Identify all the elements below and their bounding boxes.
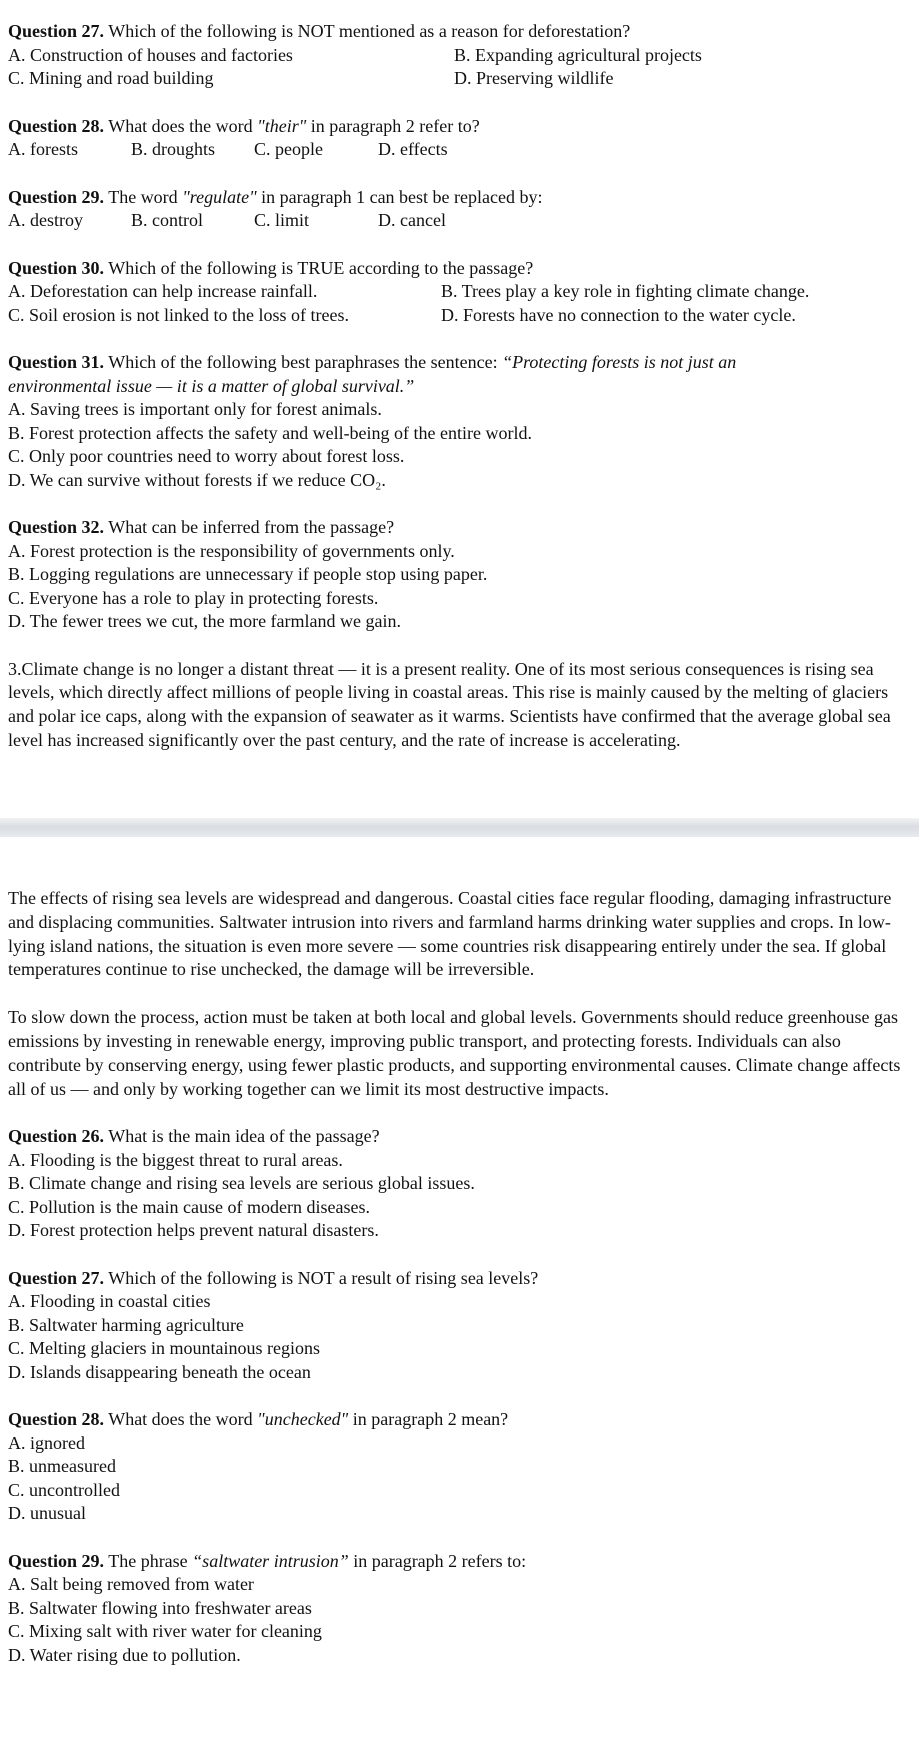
question-32-forests <box>8 516 919 634</box>
option-c[interactable]: C. people <box>254 139 323 159</box>
option-a[interactable]: A. Saving trees is important only for forest animals. <box>8 399 382 419</box>
question-text-before: The word <box>108 186 183 207</box>
option-a[interactable]: A. Flooding in coastal cities <box>8 1291 211 1312</box>
option-a[interactable]: A. forests <box>8 139 78 159</box>
question-number: Question 32. <box>8 517 105 537</box>
question-text-after: in paragraph 2 refers to: <box>348 1550 527 1571</box>
option-b[interactable]: B. unmeasured <box>8 1456 116 1477</box>
question-text-before: The phrase <box>108 1550 193 1571</box>
option-b[interactable]: B. Logging regulations are unnecessary if people stop using paper. <box>8 564 488 584</box>
question-text: Which of the following is NOT a result of rising sea levels? <box>108 1267 539 1288</box>
option-c[interactable]: C. limit <box>254 210 310 230</box>
option-a[interactable]: A. Deforestation can help increase rainfall. <box>8 281 318 301</box>
quoted-sentence-line-1: “Protecting forests is not just an <box>502 352 737 372</box>
option-a[interactable]: A. Forest protection is the responsibility of governments only. <box>8 540 455 561</box>
option-a[interactable]: A. ignored <box>8 1432 85 1453</box>
option-c[interactable]: C. Pollution is the main cause of modern diseases. <box>8 1196 370 1217</box>
question-29-sea-levels <box>8 1550 919 1668</box>
option-d[interactable]: D. Water rising due to pollution. <box>8 1644 241 1665</box>
option-d[interactable]: D. Preserving wildlife <box>454 68 614 88</box>
option-d[interactable]: D. Forests have no connection to the water cycle. <box>441 304 796 325</box>
option-b[interactable]: B. control <box>131 210 203 230</box>
option-b[interactable]: B. Expanding agricultural projects <box>454 44 702 65</box>
question-text-after: in paragraph 1 can best be replaced by: <box>256 186 543 207</box>
quoted-word: "regulate" <box>182 186 257 207</box>
question-27-forests <box>8 20 919 91</box>
screenshot-divider <box>0 818 919 837</box>
quoted-word: "unchecked" <box>257 1409 349 1430</box>
passage-3-paragraph-2: The effects of rising sea levels are widespread and dangerous. Coastal cities face regular flooding, damaging infrastructure and displacing communities. Saltwater intrusion into rivers and farmland harms drinking water supplies and crops. In low-lying island nations, the situation is even more severe — some countries risk disappearing entirely under the sea. If global temperatures continue to rise unchecked, the damage will be irreversible. <box>8 888 892 980</box>
question-text-after: in paragraph 2 mean? <box>348 1409 509 1430</box>
quoted-sentence-line-2: environmental issue — it is a matter of global survival.” <box>8 375 415 396</box>
passage-3-paragraph-1: 3.Climate change is no longer a distant threat — it is a present reality. One of its most serious consequences is rising sea levels, which directly affect millions of people living in coastal areas. This rise is mainly caused by the melting of glaciers and polar ice caps, along with the expansion of seawater as it warms. Scientists have confirmed that the average global sea level has increased significantly over the past century, and the rate of increase is accelerating. <box>8 658 891 750</box>
question-number: Question 29. <box>8 186 105 207</box>
bottom-page-section <box>0 837 919 1740</box>
question-text-after: in paragraph 2 refer to? <box>306 115 480 136</box>
passage-3-paragraph-3: To slow down the process, action must be taken at both local and global levels. Governments should reduce greenhouse gas emissions by investing in renewable energy, improving public transport, and protecting forests. Individuals can also contribute by conserving energy, using fewer plastic products, and supporting environmental causes. Climate change affects all of us — and only by working together can we limit its most destructive impacts. <box>8 1007 901 1099</box>
option-d[interactable]: D. unusual <box>8 1503 86 1524</box>
quoted-word: "their" <box>257 115 307 136</box>
option-a[interactable]: A. destroy <box>8 210 83 230</box>
option-b[interactable]: B. Trees play a key role in fighting climate change. <box>441 281 810 301</box>
question-28-sea-levels <box>8 1408 919 1526</box>
option-c[interactable]: C. Everyone has a role to play in protecting forests. <box>8 587 379 608</box>
question-text: Which of the following best paraphrases the sentence: <box>108 352 498 372</box>
question-text: Which of the following is TRUE according to the passage? <box>108 257 534 278</box>
option-d[interactable]: D. effects <box>378 139 448 159</box>
option-b[interactable]: B. Saltwater flowing into freshwater areas <box>8 1597 312 1618</box>
question-30-forests <box>8 257 919 328</box>
option-a[interactable]: A. Salt being removed from water <box>8 1574 254 1595</box>
question-27-sea-levels <box>8 1267 919 1385</box>
question-29-forests <box>8 186 919 233</box>
option-d[interactable]: D. Forest protection helps prevent natural disasters. <box>8 1220 379 1241</box>
question-text-before: What does the word <box>108 1409 258 1430</box>
question-text: What is the main idea of the passage? <box>108 1126 380 1147</box>
top-page-section <box>0 0 919 818</box>
question-number: Question 29. <box>8 1550 105 1571</box>
option-d[interactable]: D. cancel <box>378 210 446 230</box>
question-number: Question 30. <box>8 257 105 278</box>
question-number: Question 26. <box>8 1126 105 1147</box>
option-d[interactable]: D. Islands disappearing beneath the ocean <box>8 1361 311 1382</box>
question-number: Question 27. <box>8 1267 105 1288</box>
option-b[interactable]: B. Climate change and rising sea levels are serious global issues. <box>8 1173 475 1194</box>
question-number: Question 27. <box>8 21 105 41</box>
question-26-sea-levels <box>8 1125 919 1243</box>
question-text: Which of the following is NOT mentioned as a reason for deforestation? <box>108 21 631 41</box>
option-a[interactable]: A. Construction of houses and factories <box>8 44 293 65</box>
option-b[interactable]: B. Saltwater harming agriculture <box>8 1314 244 1335</box>
option-c[interactable]: C. Only poor countries need to worry about forest loss. <box>8 446 405 466</box>
option-d[interactable]: D. We can survive without forests if we reduce CO₂. <box>8 469 386 490</box>
question-31-forests <box>8 351 919 492</box>
option-c[interactable]: C. Mixing salt with river water for cleaning <box>8 1621 322 1642</box>
question-28-forests <box>8 115 919 162</box>
option-c[interactable]: C. Soil erosion is not linked to the loss of trees. <box>8 304 349 325</box>
quoted-phrase: “saltwater intrusion” <box>192 1550 349 1571</box>
question-number: Question 28. <box>8 1409 105 1430</box>
question-text: What can be inferred from the passage? <box>108 517 395 537</box>
option-c[interactable]: C. Melting glaciers in mountainous regions <box>8 1338 320 1359</box>
question-number: Question 31. <box>8 352 105 372</box>
option-c[interactable]: C. uncontrolled <box>8 1479 120 1500</box>
option-d[interactable]: D. The fewer trees we cut, the more farmland we gain. <box>8 611 402 631</box>
option-b[interactable]: B. droughts <box>131 139 216 159</box>
option-c[interactable]: C. Mining and road building <box>8 68 214 88</box>
option-b[interactable]: B. Forest protection affects the safety and well-being of the entire world. <box>8 422 533 443</box>
question-number: Question 28. <box>8 115 105 136</box>
question-text-before: What does the word <box>108 115 258 136</box>
option-a[interactable]: A. Flooding is the biggest threat to rural areas. <box>8 1149 343 1170</box>
